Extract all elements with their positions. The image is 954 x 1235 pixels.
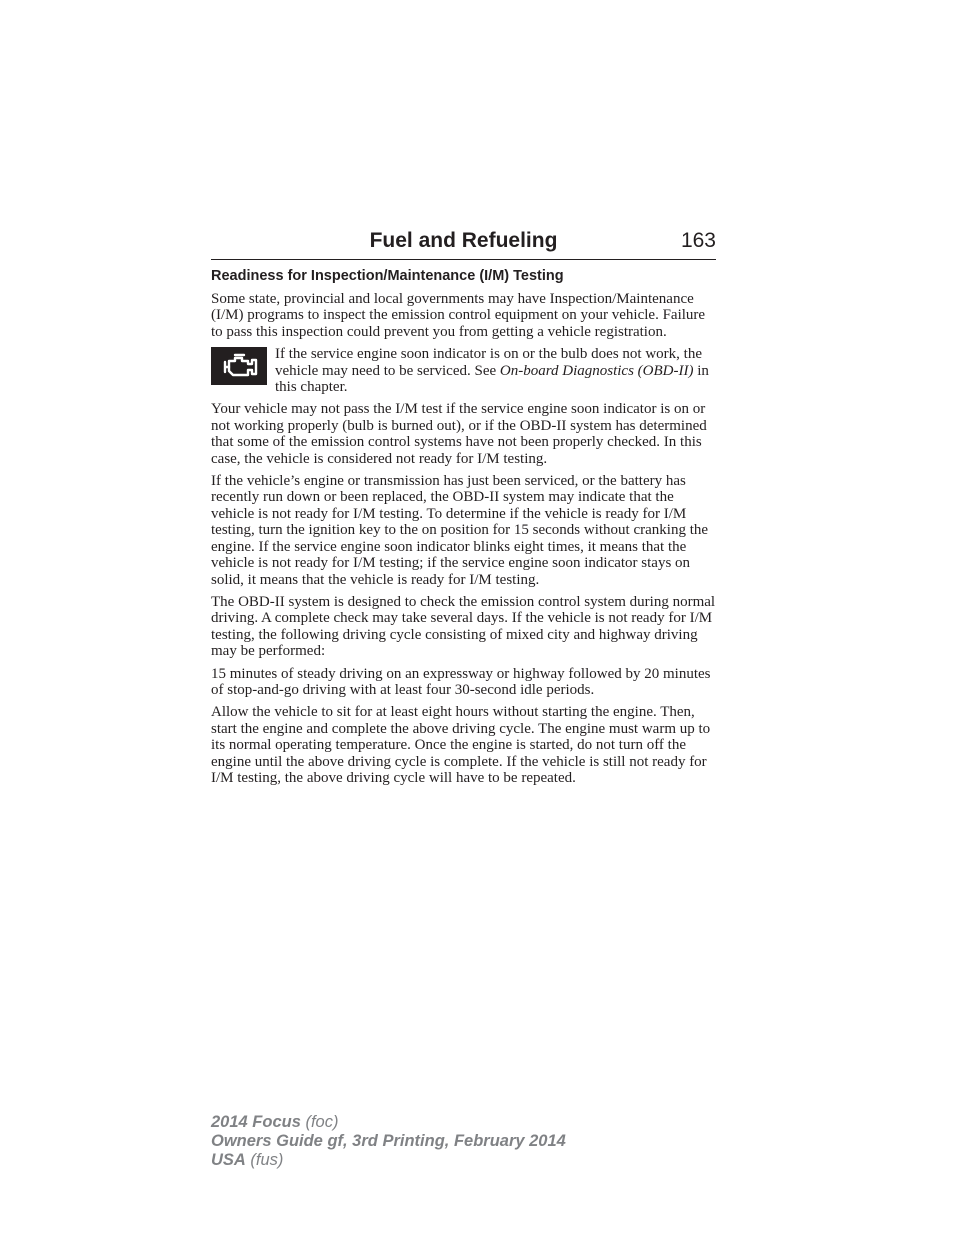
paragraph-driving-cycle: 15 minutes of steady driving on an expressway or highway followed by 20 minutes of stop-and-go driving with at least four 30-second idle periods. (211, 665, 711, 698)
indicator-note-text-after: in this chapter. (275, 362, 709, 396)
page-number: 163 (680, 229, 716, 252)
footer-model-code: (foc) (300, 1113, 339, 1131)
indicator-note-text-before: If the service engine soon indicator is on or the bulb does not work, the vehicle may need to be serviced. See (275, 346, 702, 379)
paragraph-intro: Some state, provincial and local governments may have Inspection/Maintenance (I/M) programs to inspect the emission control equipment on your vehicle. Failure to pass this inspection could prevent you from getting a vehicle registration. (211, 291, 706, 340)
obd-reference-link[interactable]: On-board Diagnostics (OBD-II) (499, 362, 694, 379)
paragraph-allow-sit: Allow the vehicle to sit for at least eight hours without starting the engine. Then, start the engine and complete the above driving cycle. The engine must warm up to its normal operating temperature. Once the engine is started, do not turn off the engine until the above driving cycle is complete. If the vehicle is still not ready for I/M testing, the above driving cycle will have to be repeated. (211, 704, 711, 786)
indicator-note (211, 346, 717, 395)
footer-region: USA (211, 1151, 246, 1169)
indicator-note-text (275, 346, 717, 395)
paragraph-not-pass: Your vehicle may not pass the I/M test if the service engine soon indicator is on or not working properly (bulb is burned out), or if the OBD-II system has determined that some of the emission control systems have not been properly checked. In this case, the vehicle is considered not ready for I/M testing. (211, 401, 707, 467)
section-heading: Readiness for Inspection/Maintenance (I/M) Testing (211, 268, 564, 284)
chapter-title: Fuel and Refueling (369, 229, 558, 252)
page-content (211, 267, 717, 792)
paragraph-obd-design: The OBD-II system is designed to check the emission control system during normal driving. A complete check may take several days. If the vehicle is not ready for I/M testing, the following driving cycle consisting of mixed city and highway driving may be performed: (211, 593, 716, 660)
page-header (211, 229, 716, 260)
page-footer (211, 1113, 566, 1170)
footer-line-guide: Owners Guide gf, 3rd Printing, February 2014 (211, 1132, 566, 1150)
footer-line-region (211, 1151, 566, 1170)
paragraph-serviced: If the vehicle’s engine or transmission has just been serviced, or the battery has recently run down or been replaced, the OBD-II system may indicate that the vehicle is not ready for I/M testing. To determine if the vehicle is ready for I/M testing, turn the ignition key to the on position for 15 seconds without cranking the engine. If the service engine soon indicator blinks eight times, it means that the vehicle is not ready for I/M testing; if the service engine soon indicator stays on solid, it means that the vehicle is ready for I/M testing. (211, 473, 709, 588)
footer-line-model (211, 1113, 566, 1132)
footer-model: 2014 Focus (211, 1113, 301, 1131)
check-engine-icon (211, 347, 267, 385)
footer-region-code: (fus) (245, 1151, 284, 1169)
